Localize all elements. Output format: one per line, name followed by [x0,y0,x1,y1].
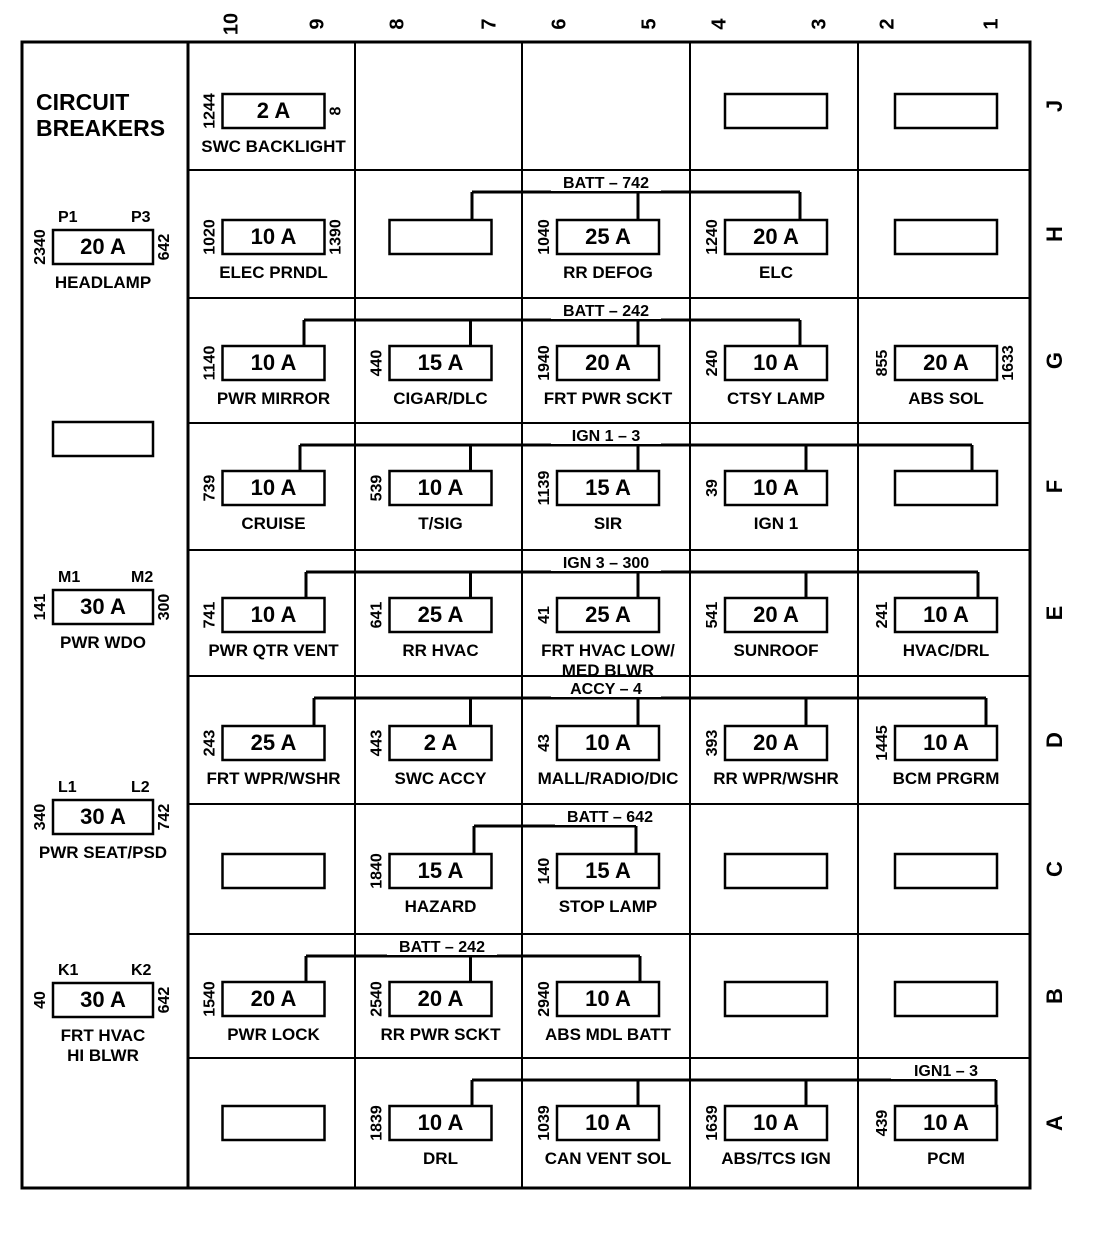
row-label: E [1041,605,1067,621]
row-label: C [1041,861,1067,877]
circuit-number-left: 40 [32,991,50,1009]
fuse-rating: 15 A [585,474,631,500]
fuse-rating: 15 A [417,349,464,375]
breaker-pin: P3 [131,209,151,226]
row-label: J [1041,99,1067,113]
fuse-rating: 10 A [250,349,297,375]
circuit-number-left: 41 [536,606,554,624]
fuse-rating: 25 A [585,601,631,627]
fuse-rating: 25 A [585,223,631,249]
fuse-cell [895,220,997,254]
fuse-rating: 25 A [417,601,464,627]
fuse-cell [874,345,1017,408]
fuse-box [53,422,153,456]
fuse-cell [704,598,827,660]
fuse-cell [369,726,492,788]
fuse-cell [536,471,659,533]
column-label: 9 [306,18,329,30]
fuse-label: CRUISE [241,514,306,533]
fuse-label: ELC [759,263,793,282]
fuse-box [895,854,997,888]
fuse-label: STOP LAMP [558,897,658,916]
fuse-box [223,854,325,888]
fuse-label: PWR WDO [60,633,146,652]
fuse-label: PWR LOCK [227,1025,320,1044]
circuit-breaker [32,209,173,292]
fuse-cell [536,598,675,680]
fuse-label: RR WPR/WSHR [713,769,839,788]
fuse-label: DRL [423,1149,458,1168]
circuit-number-left: 1240 [704,219,722,255]
circuit-number-left: 741 [201,601,219,629]
circuit-number-left: 140 [536,857,554,885]
fuse-cell [704,471,827,533]
fuse-cell [704,726,839,788]
row-label: D [1041,732,1067,748]
circuit-number-left: 1639 [704,1105,722,1141]
fuse-label: SWC ACCY [394,769,487,788]
fuse-rating: 10 A [923,729,969,755]
circuit-breaker [32,962,173,1065]
column-label: 6 [548,18,571,30]
circuit-number-left: 439 [874,1109,892,1137]
bus-label: IGN1 – 3 [913,1063,979,1080]
fuse-rating: 15 A [585,857,631,883]
circuit-number-left: 1040 [536,219,554,255]
fuse-cell [202,471,325,533]
circuit-number-right: 642 [156,233,174,261]
fuse-rating: 2 A [423,729,458,755]
fuse-label: CTSY LAMP [727,389,825,408]
title-line-2: BREAKERS [36,115,166,141]
fuse-rating: 15 A [417,857,464,883]
fuse-rating: 20 A [585,349,631,375]
breaker-pin: K1 [58,962,79,979]
fuse-label: HAZARD [404,897,477,916]
circuit-number-left: 39 [704,479,722,497]
fuse-cell [202,346,330,408]
circuit-breaker [53,422,153,456]
fuse-cell [725,854,827,888]
circuit-number-left: 241 [874,601,892,629]
circuit-number-right: 1390 [327,219,345,255]
fuse-label: HI BLWR [67,1046,139,1065]
fuse-label: CIGAR/DLC [393,389,488,408]
row-label: A [1041,1115,1067,1131]
fuse-rating: 10 A [923,601,969,627]
circuit-number-left: 1139 [536,470,554,506]
fuse-cell [536,726,678,788]
circuit-number-left: 440 [368,349,386,377]
fuses [201,93,1017,1168]
column-label: 1 [980,18,1003,30]
bus-bar [304,303,800,346]
circuit-number-left: 393 [704,729,722,757]
breaker-pin: M1 [58,569,81,586]
fuse-rating: 10 A [753,349,799,375]
fuse-rating: 10 A [417,474,464,500]
bus-bar [314,681,986,726]
circuit-number-right: 300 [156,593,174,621]
circuit-number-left: 541 [704,601,722,629]
column-label: 2 [876,18,899,30]
fuse-label: PCM [927,1149,965,1168]
fuse-label: RR DEFOG [563,263,653,282]
circuit-number-left: 1140 [201,345,219,381]
fuse-label: ELEC PRNDL [219,263,328,282]
circuit-number-left: 739 [201,474,219,502]
fuse-box [895,471,997,505]
fuse-label: BCM PRGRM [892,769,1000,788]
fuse-rating: 30 A [80,803,126,829]
fuse-rating: 20 A [417,985,464,1011]
circuit-number-right: 642 [156,986,174,1014]
fuse-rating: 20 A [753,601,799,627]
column-label: 4 [708,18,731,30]
circuit-number-left: 539 [368,474,386,502]
circuit-number-right: 742 [156,803,174,831]
fuse-box [725,854,827,888]
fuse-cell [369,1105,492,1168]
breaker-pin: P1 [58,209,78,226]
fuse-label: T/SIG [418,514,463,533]
circuit-number-left: 1020 [201,219,219,255]
fuse-cell [704,1105,831,1168]
bus-label: BATT – 642 [567,809,653,826]
column-label: 7 [478,18,501,30]
circuit-number-left: 443 [368,729,386,757]
fuse-cell [895,982,997,1016]
bus-bar [300,428,972,471]
column-label: 5 [638,18,661,30]
bus-label: ACCY – 4 [570,681,642,698]
fuse-box [223,1106,325,1140]
bus-label: IGN 1 – 3 [571,428,641,445]
circuit-breaker [32,779,173,862]
fuse-label: HEADLAMP [54,273,152,292]
fuse-rating: 30 A [80,986,126,1012]
row-label: B [1041,988,1067,1004]
circuit-number-right: 1633 [1000,345,1018,381]
fuse-label: FRT WPR/WSHR [206,769,341,788]
circuit-number-left: 1244 [201,93,219,129]
fuse-cell [895,854,997,888]
fuse-cell [202,598,340,660]
fuse-cell [874,598,997,660]
fuse-rating: 20 A [80,233,126,259]
fuse-label: MED BLWR [561,661,655,680]
bus-bar [306,555,978,598]
fuse-rating: 10 A [585,1109,631,1135]
circuit-breakers [32,209,173,1065]
fuse-rating: 10 A [585,985,631,1011]
fuse-label: ABS SOL [908,389,984,408]
fuse-label: PWR MIRROR [216,389,331,408]
fuse-label: FRT HVAC [60,1026,146,1045]
fuse-cell [725,94,827,128]
fuse-rating: 10 A [417,1109,464,1135]
fuse-cell [369,598,492,660]
circuit-number-left: 243 [201,729,219,757]
fuse-cell [704,346,827,408]
fuse-rating: 2 A [256,97,291,123]
fuse-cell [536,1105,671,1168]
fuse-cell [874,1106,997,1168]
fuse-cell [390,220,492,254]
fuse-label: ABS MDL BATT [545,1025,671,1044]
row-label: G [1041,351,1067,370]
circuit-number-left: 1540 [201,981,219,1017]
fuse-label: PWR SEAT/PSD [38,843,168,862]
fuse-cell [725,982,827,1016]
fuse-rating: 25 A [250,729,297,755]
fuse-label: HVAC/DRL [902,641,990,660]
fuse-cell [202,726,341,788]
fuse-rating: 10 A [923,1109,969,1135]
circuit-number-left: 1039 [536,1105,554,1141]
fuse-box [725,94,827,128]
fuse-box [895,220,997,254]
fuse-rating: 10 A [585,729,631,755]
bus-label: BATT – 742 [563,175,649,192]
column-label: 3 [808,18,831,30]
fuse-cell [201,93,346,156]
circuit-number-left: 1445 [874,725,892,761]
fuse-cell [369,471,492,533]
bus-bar [474,809,665,854]
circuit-breaker [32,569,173,652]
circuit-number-left: 141 [32,593,50,621]
fuse-cell [895,94,997,128]
fuse-rating: 10 A [250,601,297,627]
breaker-pin: L2 [131,779,150,796]
bus-label: IGN 3 – 300 [562,555,650,572]
fuse-label: SUNROOF [733,641,819,660]
fuse-label: ABS/TCS IGN [721,1149,831,1168]
bus-label: BATT – 242 [399,939,485,956]
row-label: H [1041,226,1067,242]
fuse-label: PWR QTR VENT [208,641,339,660]
circuit-number-left: 43 [536,734,554,752]
breaker-pin: L1 [58,779,77,796]
fuse-cell [223,1106,325,1140]
fuse-rating: 10 A [753,474,799,500]
fuse-cell [536,854,659,916]
circuit-number-left: 2940 [536,981,554,1017]
fuse-label: RR PWR SCKT [380,1025,501,1044]
circuit-number-left: 1940 [536,345,554,381]
fuse-box [895,94,997,128]
circuit-number-left: 1840 [368,853,386,889]
fuse-rating: 20 A [923,349,969,375]
bus-bar [306,939,640,982]
fuse-cell [536,219,659,282]
fuse-cell [536,345,673,408]
fuse-cell [536,981,671,1044]
circuit-number-left: 855 [874,349,892,377]
fuse-box [725,982,827,1016]
fuse-label: IGN 1 [753,514,799,533]
circuit-number-right: 8 [327,106,345,116]
column-label: 10 [220,12,243,36]
fuse-cell [223,854,325,888]
fuse-cell [202,219,345,282]
fuse-rating: 20 A [250,985,297,1011]
fuse-label: RR HVAC [402,641,479,660]
fuse-cell [369,346,492,408]
circuit-number-left: 2340 [32,229,50,265]
fuse-rating: 30 A [80,593,126,619]
fuse-cell [704,219,827,282]
fuse-cell [369,981,501,1044]
fuse-cell [202,981,325,1044]
fuse-rating: 10 A [753,1109,799,1135]
circuit-number-left: 340 [32,803,50,831]
title-line-1: CIRCUIT [36,89,130,115]
column-label: 8 [386,18,409,30]
fuse-box [895,982,997,1016]
fuse-rating: 20 A [753,223,799,249]
fuse-cell [874,725,999,788]
circuit-number-left: 1839 [368,1105,386,1141]
fuse-label: MALL/RADIO/DIC [537,769,679,788]
circuit-number-left: 2540 [368,981,386,1017]
bus-label: BATT – 242 [563,303,649,320]
fuse-label: FRT HVAC LOW/ [541,641,675,660]
circuit-number-left: 240 [704,349,722,377]
fuse-label: FRT PWR SCKT [543,389,673,408]
breaker-pin: K2 [131,962,152,979]
fuse-label: SIR [593,514,623,533]
fuse-rating: 10 A [250,474,297,500]
bus-bar [472,1063,1001,1106]
fuse-box [390,220,492,254]
fuse-cell [895,471,997,505]
fuse-label: CAN VENT SOL [544,1149,672,1168]
fuse-cell [369,853,492,916]
fuse-label: SWC BACKLIGHT [201,137,346,156]
circuit-number-left: 641 [368,601,386,629]
row-label: F [1041,479,1067,494]
fuse-rating: 10 A [250,223,297,249]
fuse-rating: 20 A [753,729,799,755]
breaker-pin: M2 [131,569,154,586]
